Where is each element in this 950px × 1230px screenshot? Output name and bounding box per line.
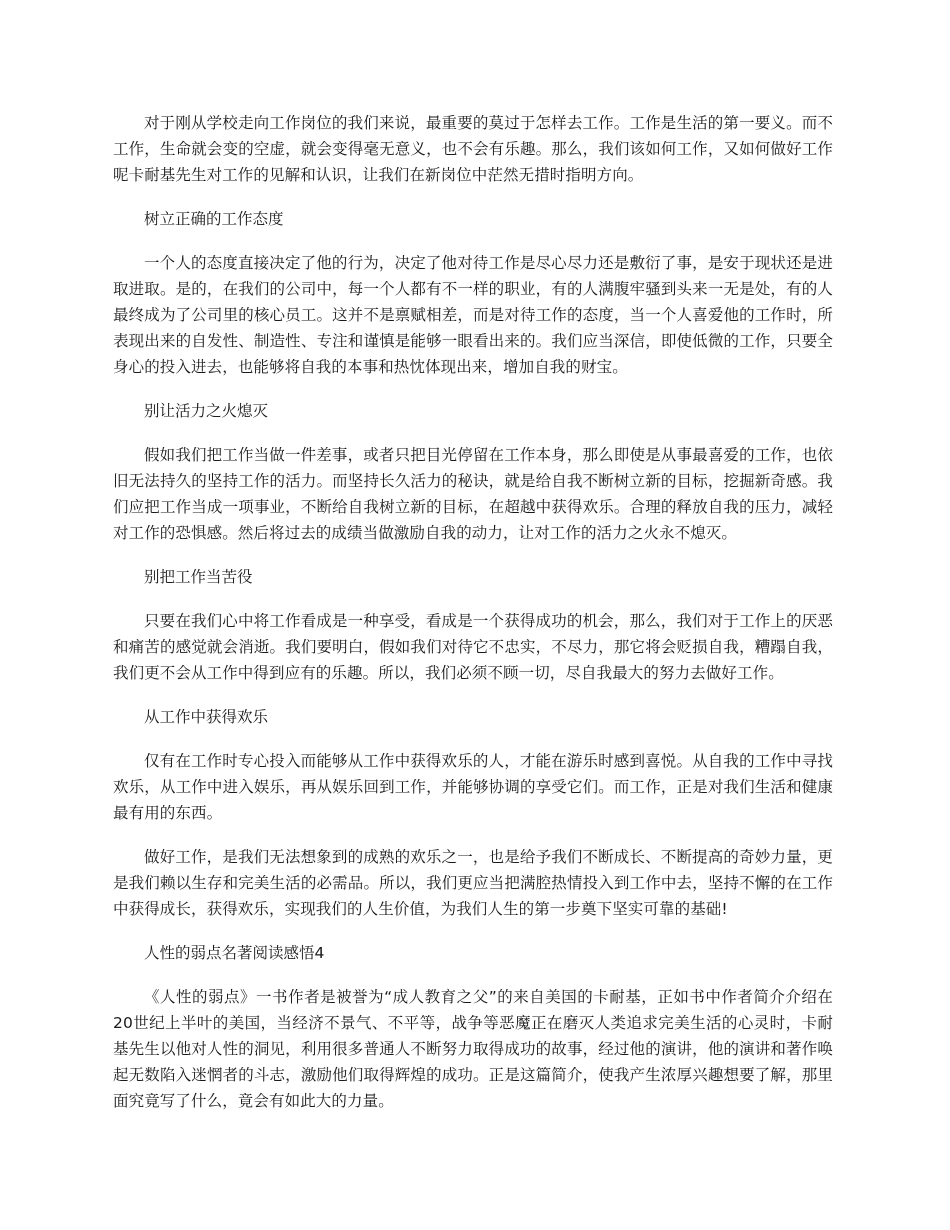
section-heading-passion: 别让活力之火熄灭: [144, 402, 269, 420]
section-heading-attitude: 树立正确的工作态度: [144, 210, 284, 228]
paragraph-reflection-4: 《人性的弱点》一书作者是被誉为“成人教育之父”的来自美国的卡耐基，正如书中作者简介介绍在20世纪上半叶的美国，当经济不景气、不平等，战争等恶魔正在磨灭人类追求完美生活的心灵时，卡耐基先生以他对人性的洞见，利用很多普通人不断努力取得成功的故事，经过他的演讲，他的演讲和著作唤起无数陷入迷惘者的斗志，激励他们取得辉煌的成功。正是这篇简介，使我产生浓厚兴趣想要了解，那里面究竟写了什么，竟会有如此大的力量。: [113, 988, 833, 1110]
section-heading-not-drudgery: 别把工作当苦役: [144, 568, 253, 586]
paragraph-passion: 假如我们把工作当做一件差事，或者只把目光停留在工作本身，那么即使是从事最喜爱的工作，也依旧无法持久的坚持工作的活力。而坚持长久活力的秘诀，就是给自我不断树立新的目标，挖掘新奇感。我们应把工作当成一项事业，不断给自我树立新的目标，在超越中获得欢乐。合理的释放自我的压力，减轻对工作的恐惧感。然后将过去的成绩当做激励自我的动力，让对工作的活力之火永不熄灭。: [113, 446, 833, 542]
document-body: [113, 110, 833, 1132]
paragraph-conclusion: 做好工作，是我们无法想象到的成熟的欢乐之一，也是给予我们不断成长、不断提高的奇妙力量，更是我们赖以生存和完美生活的必需品。所以，我们更应当把满腔热情投入到工作中去，坚持不懈的在工作中获得成长，获得欢乐，实现我们的人生价值，为我们人生的第一步奠下坚实可靠的基础!: [113, 848, 833, 918]
paragraph-joy: 仅有在工作时专心投入而能够从工作中获得欢乐的人，才能在游乐时感到喜悦。从自我的工作中寻找欢乐，从工作中进入娱乐，再从娱乐回到工作，并能够协调的享受它们。而工作，正是对我们生活和健康最有用的东西。: [113, 752, 833, 822]
paragraph-attitude: 一个人的态度直接决定了他的行为，决定了他对待工作是尽心尽力还是敷衍了事，是安于现状还是进取进取。是的，在我们的公司中，每一个人都有不一样的职业，有的人满腹牢骚到头来一无是处，有的人最终成为了公司里的核心员工。这并不是禀赋相差，而是对待工作的态度，当一个人喜爱他的工作时，所表现出来的自发性、制造性、专注和谨慎是能够一眼看出来的。我们应当深信，即使低微的工作，只要全身心的投入进去，也能够将自我的本事和热忱体现出来，增加自我的财宝。: [113, 254, 833, 376]
paragraph-intro: 对于刚从学校走向工作岗位的我们来说，最重要的莫过于怎样去工作。工作是生活的第一要义。而不工作，生命就会变的空虚，就会变得毫无意义，也不会有乐趣。那么，我们该如何工作，又如何做好工作呢卡耐基先生对工作的见解和认识，让我们在新岗位中茫然无措时指明方向。: [113, 114, 833, 184]
section-heading-joy: 从工作中获得欢乐: [144, 708, 269, 726]
paragraph-not-drudgery: 只要在我们心中将工作看成是一种享受，看成是一个获得成功的机会，那么，我们对于工作上的厌恶和痛苦的感觉就会消逝。我们要明白，假如我们对待它不忠实，不尽力，那它将会贬损自我，糟蹋自我，我们更不会从工作中得到应有的乐趣。所以，我们必须不顾一切，尽自我最大的努力去做好工作。: [113, 612, 833, 682]
section-heading-reflection-4: 人性的弱点名著阅读感悟4: [144, 944, 325, 962]
